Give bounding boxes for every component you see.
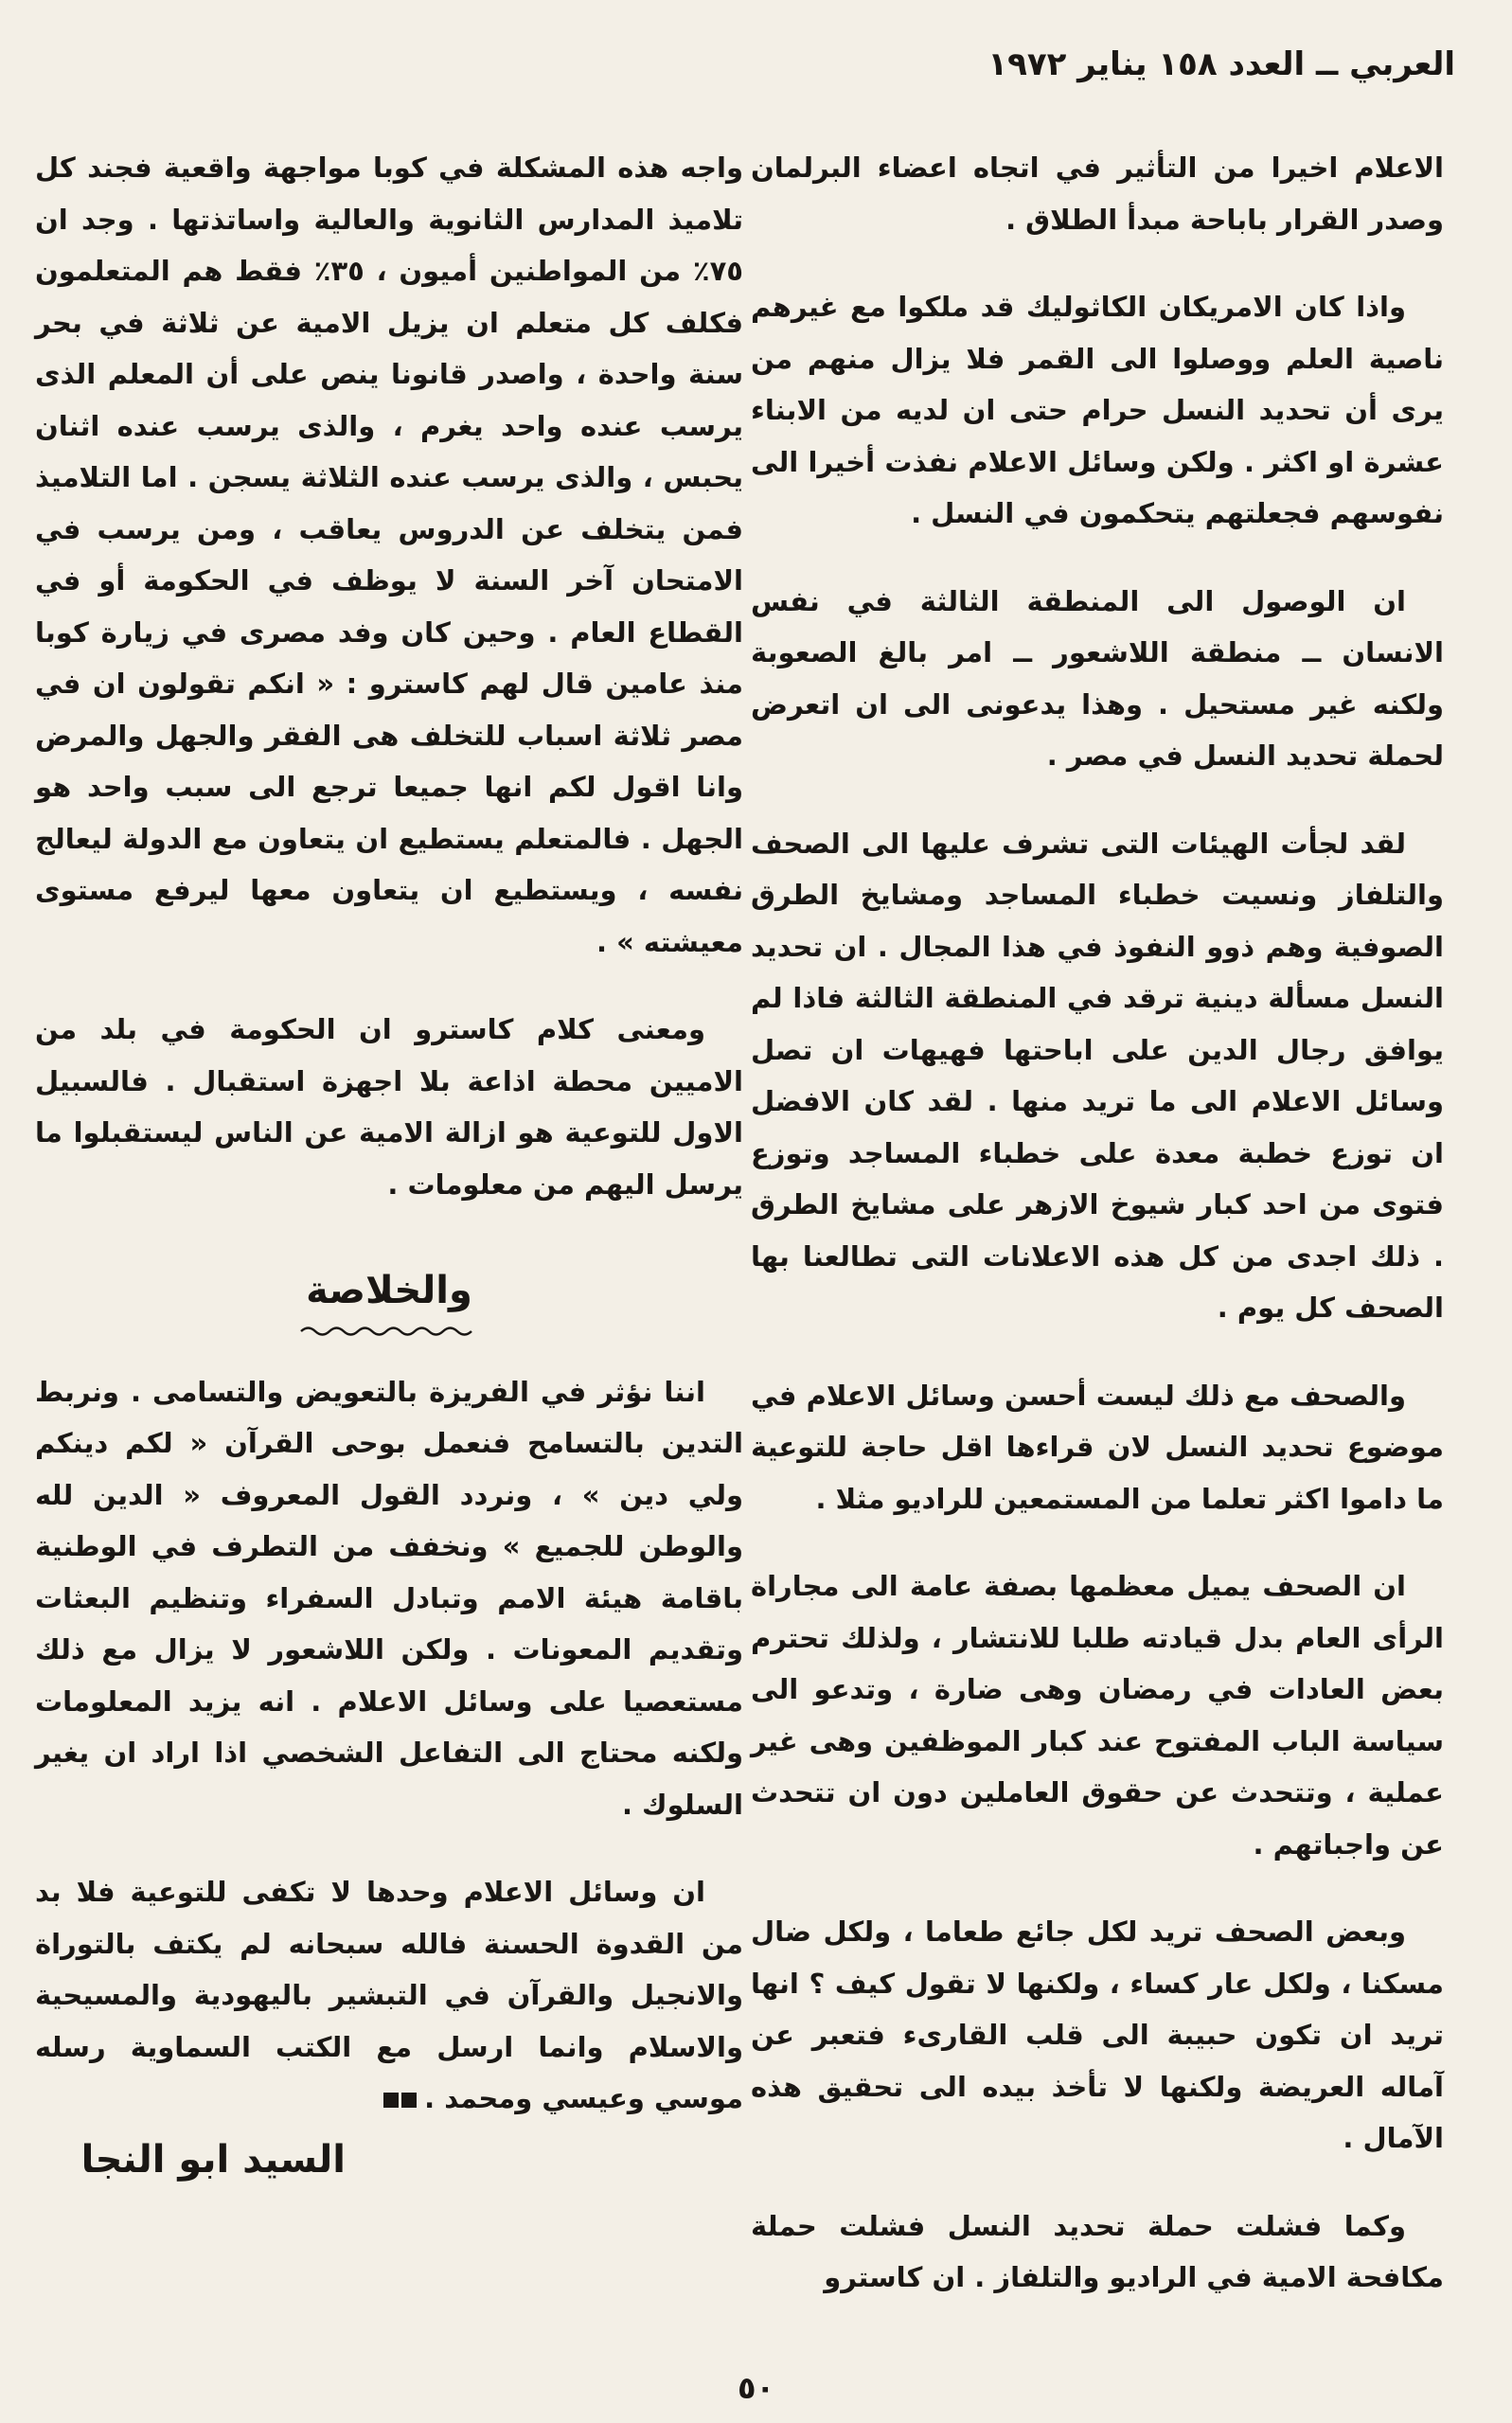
body-paragraph: ومعنى كلام كاسترو ان الحكومة في بلد من الاميين محطة اذاعة بلا اجهزة استقبال . فالسبيل الاول للتوعية هو ازالة الامية عن الناس ليستقبلوا ما يرسل اليهم من معلومات . — [35, 1013, 743, 1201]
end-mark-icon — [383, 2093, 399, 2108]
body-paragraph-text: ان وسائل الاعلام وحدها لا تكفى للتوعية فلا بد من القدوة الحسنة فالله سبحانه لم يكتف بالتوراة والانجيل والقرآن في التبشير باليهودية والمسيحية والاسلام وانما ارسل مع الكتب السماوية رسله موسي وعيسي ومحمد . — [35, 1876, 743, 2114]
body-paragraph: اننا نؤثر في الفريزة بالتعويض والتسامى . ونربط التدين بالتسامح فنعمل بوحى القرآن « لكم دينكم ولي دين » ، ونردد القول المعروف « الدين لله والوطن للجميع » ونخفف من التطرف في الوطنية باقامة هيئة الامم وتبادل السفراء وتنظيم البعثات وتقديم المعونات . ولكن اللاشعور لا يزال مع ذلك مستعصيا على وسائل الاعلام . انه يزيد المعلومات ولكنه محتاج الى التفاعل الشخصي اذا اراد ان يغير السلوك . — [35, 1375, 743, 1821]
body-paragraph: الاعلام اخيرا من التأثير في اتجاه اعضاء البرلمان وصدر القرار باباحة مبدأ الطلاق . — [751, 151, 1444, 236]
body-paragraph: ان الصحف يميل معظمها بصفة عامة الى مجاراة الرأى العام بدل قيادته طلبا للانتشار ، ولذلك تحترم بعض العادات في رمضان وهى ضارة ، وتدعو الى سياسة الباب المفتوح عند كبار الموظفين وهى غير عملية ، وتتحدث عن حقوق العاملين دون ان تتحدث عن واجباتهم . — [751, 1570, 1444, 1861]
body-paragraph — [35, 1866, 743, 2125]
body-paragraph: والصحف مع ذلك ليست أحسن وسائل الاعلام في موضوع تحديد النسل لان قراءها اقل حاجة للتوعية ما داموا اكثر تعلما من المستمعين للراديو مثلا . — [751, 1379, 1444, 1515]
left-column — [35, 142, 743, 2221]
body-paragraph: ان الوصول الى المنطقة الثالثة في نفس الانسان ــ منطقة اللاشعور ــ امر بالغ الصعوبة ولكنه غير مستحيل . وهذا يدعونى الى ان اتعرض لحملة تحديد النسل في مصر . — [751, 584, 1444, 772]
body-paragraph: وبعض الصحف تريد لكل جائع طعاما ، ولكل ضال مسكنا ، ولكل عار كساء ، ولكنها لا تقول كيف ؟ انها تريد ان تكون حبيبة الى قلب القارىء فتعبر عن آماله العريضة ولكنها لا تأخذ بيده الى تحقيق هذه الآمال . — [751, 1915, 1444, 2154]
page-number: ٥٠ — [737, 2370, 775, 2406]
body-paragraph: وكما فشلت حملة تحديد النسل فشلت حملة مكافحة الامية في الراديو والتلفاز . ان كاسترو — [751, 2209, 1444, 2293]
body-paragraph: واجه هذه المشكلة في كوبا مواجهة واقعية فجند كل تلاميذ المدارس الثانوية والعالية واساتذتها . وجد ان ٧٥٪ من المواطنين أميون ، ٣٥٪ فقط هم المتعلمون فكلف كل متعلم ان يزيل الامية عن ثلاثة في بحر سنة واحدة ، واصدر قانونا ينص على أن المعلم الذى يرسب عنده واحد يغرم ، والذى يرسب عنده اثنان يحبس ، والذى يرسب عنده الثلاثة يسجن . اما التلاميذ فمن يتخلف عن الدروس يعاقب ، ومن يرسب في الامتحان آخر السنة لا يوظف في الحكومة أو في القطاع العام . وحين كان وفد مصرى في زيارة كوبا منذ عامين قال لهم كاسترو : « انكم تقولون ان في مصر ثلاثة اسباب للتخلف هى الفقر والجهل والمرض وانا اقول لكم انها جميعا ترجع الى سبب واحد هو الجهل . فالمتعلم يستطيع ان يتعاون مع الدولة ليعالج نفسه ، ويستطيع ان يتعاون معها ليرفع مستوى معيشته » . — [35, 151, 743, 958]
end-mark-icon — [401, 2093, 417, 2108]
wavy-divider-icon — [299, 1325, 479, 1338]
section-heading: والخلاصة — [306, 1269, 472, 1312]
body-paragraph: لقد لجأت الهيئات التى تشرف عليها الى الصحف والتلفاز ونسيت خطباء المساجد ومشايخ الطرق الصوفية وهم ذوو النفوذ في هذا المجال . ان تحديد النسل مسألة دينية ترقد في المنطقة الثالثة فاذا لم يوافق رجال الدين على اباحتها فهيهات ان تصل وسائل الاعلام الى ما تريد منها . لقد كان الافضل ان توزع خطبة معدة على خطباء المساجد وتوزع فتوى من احد كبار شيوخ الازهر على مشايخ الطرق . ذلك اجدى من كل هذه الاعلانات التى تطالعنا بها الصحف كل يوم . — [751, 827, 1444, 1324]
running-header: العربي ــ العدد ١٥٨ يناير ١٩٧٢ — [987, 45, 1455, 83]
right-column — [751, 142, 1444, 2340]
author-signature: السيد ابو النجا — [80, 2137, 346, 2182]
body-paragraph: واذا كان الامريكان الكاثوليك قد ملكوا مع غيرهم ناصية العلم ووصلوا الى القمر فلا يزال منهم من يرى أن تحديد النسل حرام حتى ان لديه من الابناء عشرة او اكثر . ولكن وسائل الاعلام نفذت أخيرا الى نفوسهم فجعلتهم يتحكمون في النسل . — [751, 291, 1444, 529]
